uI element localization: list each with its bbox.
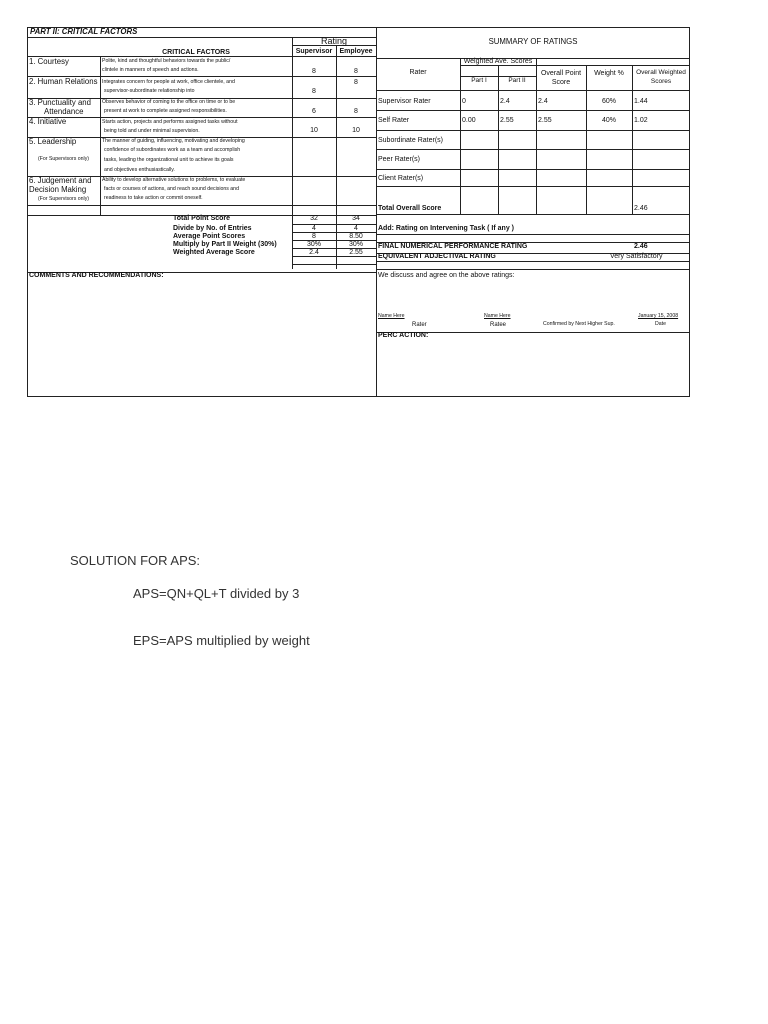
employee-rating: 10 (352, 127, 360, 134)
total-supervisor-value: 32 (310, 215, 318, 222)
rating-header: Rating (320, 36, 347, 46)
weighted-average-header: Weighted Ave. Scores (463, 58, 533, 65)
comments-label: COMMENTS AND RECOMMENDATIONS: (29, 272, 164, 279)
part-one-header: Part I (471, 77, 487, 84)
total-employee-value: 2.55 (349, 249, 363, 256)
overall-weighted-score: 1.02 (634, 117, 648, 124)
total-supervisor-value: 4 (312, 225, 316, 232)
ratee-role-label: Ratee (490, 322, 507, 328)
eps-formula: EPS=APS multiplied by weight (133, 633, 310, 648)
overall-weighted-header: Overall Weighted (636, 69, 686, 76)
total-overall-label: Total Overall Score (378, 205, 442, 212)
total-supervisor-value: 2.4 (309, 249, 319, 256)
total-supervisor-value: 8 (312, 233, 316, 240)
factor-description: clintele in manners of speech and actions. (102, 67, 199, 73)
factor-name: 2. Human Relations (29, 77, 98, 86)
total-label: Average Point Scores (173, 233, 246, 240)
factor-description: Ability to develop alternative solutions to problems, to evaluate (102, 177, 246, 183)
rater-name: Supervisor Rater (378, 98, 431, 105)
factor-note: (For Supervisors only) (38, 196, 90, 202)
factor-description: being told and under minimal supervision. (104, 128, 200, 134)
critical-factors-header: CRITICAL FACTORS (162, 49, 230, 56)
final-rating-value: 2.46 (634, 243, 648, 250)
solution-title: SOLUTION FOR APS: (70, 553, 201, 568)
part-one-score: 0.00 (462, 117, 476, 124)
total-employee-value: 8.50 (349, 233, 363, 240)
part-two-score: 2.55 (500, 117, 514, 124)
factor-name: 4. Initiative (29, 117, 67, 126)
total-employee-value: 30% (348, 241, 363, 248)
overall-point-score: 2.55 (538, 117, 552, 124)
rater-signature-name: Name Here (378, 313, 405, 319)
factor-name-continued: Attendance (44, 107, 84, 116)
agreement-text: We discuss and agree on the above ratings: (378, 272, 515, 279)
factor-description: The manner of guiding, influencing, motivating and developing (102, 138, 245, 144)
factor-name: 5. Leadership (29, 137, 77, 146)
performance-rating-sheet (27, 27, 690, 397)
ratee-signature-name: Name Here (484, 313, 511, 319)
factor-name: 3. Punctuality and (29, 98, 91, 107)
factor-description: and objectives enthusiastically. (104, 167, 175, 173)
supervisor-column-header: Supervisor (295, 48, 333, 55)
part-one-score: 0 (462, 98, 466, 105)
perc-action-label: PERC ACTION: (378, 332, 429, 339)
supervisor-rating: 10 (310, 127, 318, 134)
factor-description: Starts action, projects and performs assigned tasks without (102, 119, 238, 125)
rater-name: Subordinate Rater(s) (378, 137, 443, 144)
total-label: Weighted Average Score (173, 249, 255, 256)
rater-name: Peer Rater(s) (378, 156, 421, 163)
overall-point-header: Score (551, 79, 571, 86)
confirmed-by-label: Confirmed by Next Higher Sup. (543, 321, 615, 327)
supervisor-rating: 8 (312, 88, 316, 95)
factor-name: 1. Courtesy (29, 57, 69, 66)
date-value: January 15, 2008 (638, 313, 679, 319)
factor-description: readiness to take action or commit oneself. (104, 195, 203, 201)
overall-point-score: 2.4 (538, 98, 548, 105)
total-label: Multiply by Part II Weight (30%) (173, 241, 277, 248)
overall-weighted-header: Scores (650, 78, 672, 85)
weight-percent: 40% (601, 117, 616, 124)
total-employee-value: 34 (352, 215, 360, 222)
factor-description: present at work to complete assigned responsibilities. (104, 108, 227, 114)
factor-name: 6. Judgement and (29, 176, 92, 185)
total-supervisor-value: 30% (306, 241, 321, 248)
weight-percent: 60% (601, 98, 616, 105)
employee-rating: 8 (354, 68, 358, 75)
factor-description: facts or courses of actions, and reach sound decisions and (104, 186, 239, 192)
factor-note: (For Supervisors only) (38, 156, 90, 162)
summary-title: SUMMARY OF RATINGS (488, 37, 578, 46)
rater-name: Client Rater(s) (378, 175, 424, 182)
factor-name-continued: Decision Making (29, 185, 87, 194)
overall-weighted-score: 1.44 (634, 98, 648, 105)
employee-rating: 8 (354, 79, 358, 86)
overall-point-header: Overall Point (540, 70, 582, 77)
factor-description: supervisor-subordinate relationship into (104, 88, 195, 94)
weight-header: Weight % (594, 70, 624, 77)
part-two-header: Part II (508, 77, 526, 84)
supervisor-rating: 8 (312, 68, 316, 75)
adjectival-rating-value: Very Satisfactory (610, 253, 663, 260)
employee-column-header: Employee (339, 48, 373, 55)
total-label: Total Point Score (173, 215, 231, 222)
total-overall-value: 2.46 (634, 205, 648, 212)
factor-description: Integrates concern for people at work, office clientele, and (102, 79, 235, 85)
factor-description: tasks, leading the organizational unit to achieve its goals (104, 157, 234, 163)
total-label: Divide by No. of Entries (173, 225, 252, 232)
intervening-task-label: Add: Rating on Intervening Task ( If any ) (378, 225, 514, 232)
factor-description: confidence of subordinates work as a team and accomplish (104, 147, 241, 153)
factor-description: Observes behavior of coming to the office on time or to be (102, 99, 236, 105)
part-two-score: 2.4 (500, 98, 510, 105)
rater-column-header: Rater (409, 69, 427, 76)
adjectival-rating-label: EQUIVALENT ADJECTIVAL RATING (378, 253, 496, 260)
rater-role-label: Rater (412, 322, 427, 328)
aps-formula: APS=QN+QL+T divided by 3 (133, 586, 300, 601)
final-rating-label: FINAL NUMERICAL PERFORMANCE RATING (378, 243, 528, 250)
total-employee-value: 4 (354, 225, 358, 232)
date-label: Date (655, 321, 666, 327)
supervisor-rating: 6 (312, 108, 316, 115)
factor-description: Polite, kind and thoughtful behaviors towards the public/ (102, 58, 231, 64)
employee-rating: 8 (354, 108, 358, 115)
rater-name: Self Rater (378, 117, 410, 124)
part-title: PART II: CRITICAL FACTORS (30, 27, 138, 36)
